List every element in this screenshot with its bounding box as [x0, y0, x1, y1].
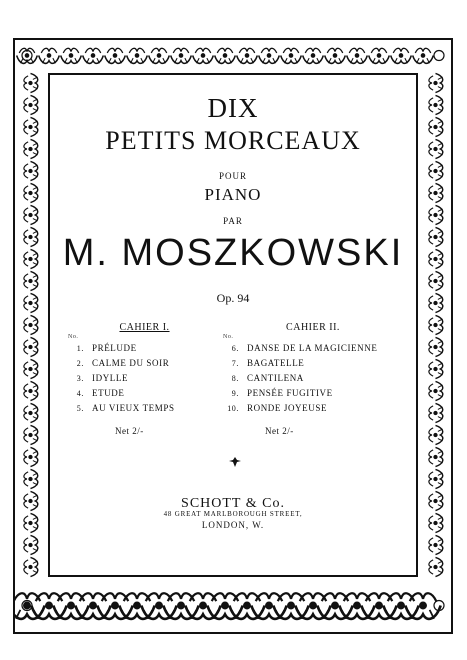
publisher-address: 48 GREAT MARLBOROUGH STREET, — [163, 510, 303, 518]
piece-item — [68, 401, 203, 416]
piece-item — [68, 386, 203, 401]
cahier-2 — [223, 322, 403, 416]
ornamental-border-top — [15, 40, 451, 71]
piece-number: 7. — [231, 359, 239, 368]
publisher-city: LONDON, W. — [201, 520, 265, 530]
piece-number: 3. — [76, 374, 84, 383]
piece-item — [223, 371, 403, 386]
piece-item — [68, 341, 203, 356]
title-line-2: PETITS MORCEAUX — [105, 126, 361, 155]
piece-number: 9. — [231, 389, 239, 398]
cahier-1-no-label: No. — [68, 334, 79, 340]
ornamental-border-right — [420, 71, 451, 579]
fleuron-ornament-icon — [228, 456, 242, 468]
piece-title: RONDE JOYEUSE — [247, 403, 328, 413]
piece-title: ETUDE — [92, 388, 125, 398]
cahier-1-price: Net 2/- — [115, 426, 144, 436]
piece-item — [68, 371, 203, 386]
opus-number: Op. 94 — [216, 291, 250, 305]
par-label: PAR — [223, 216, 243, 226]
piece-number: 6. — [231, 344, 239, 353]
ornamental-border-bottom — [15, 579, 451, 632]
instrument-label: PIANO — [204, 185, 262, 204]
piece-title: PENSÉE FUGITIVE — [247, 388, 333, 398]
cahier-2-no-label: No. — [223, 334, 234, 340]
piece-title: CALME DU SOIR — [92, 358, 170, 368]
piece-title: CANTILENA — [247, 373, 304, 383]
ornamental-border-left — [15, 71, 46, 579]
publisher-name: SCHOTT & Co. — [181, 496, 285, 511]
piece-number: 10. — [227, 404, 239, 413]
piece-title: DANSE DE LA MAGICIENNE — [247, 343, 378, 353]
cahier-1-title: CAHIER I. — [119, 322, 170, 333]
piece-item — [68, 356, 203, 371]
piece-title: IDYLLE — [92, 373, 129, 383]
cahier-2-title: CAHIER II. — [286, 322, 340, 333]
piece-number: 4. — [76, 389, 84, 398]
piece-item — [223, 356, 403, 371]
piece-number: 1. — [76, 344, 84, 353]
piece-item — [223, 386, 403, 401]
piece-number: 2. — [76, 359, 84, 368]
piece-title: BAGATELLE — [247, 358, 305, 368]
composer-name: M. MOSZKOWSKI — [62, 232, 404, 274]
piece-number: 8. — [231, 374, 239, 383]
title-line-1: DIX — [207, 93, 259, 123]
piece-title: PRÉLUDE — [92, 343, 137, 353]
piece-item — [223, 341, 403, 356]
piece-number: 5. — [76, 404, 84, 413]
piece-item — [223, 401, 403, 416]
pour-label: POUR — [218, 171, 247, 181]
cahier-1 — [68, 322, 203, 416]
cahier-2-price: Net 2/- — [265, 426, 294, 436]
piece-title: AU VIEUX TEMPS — [92, 403, 175, 413]
